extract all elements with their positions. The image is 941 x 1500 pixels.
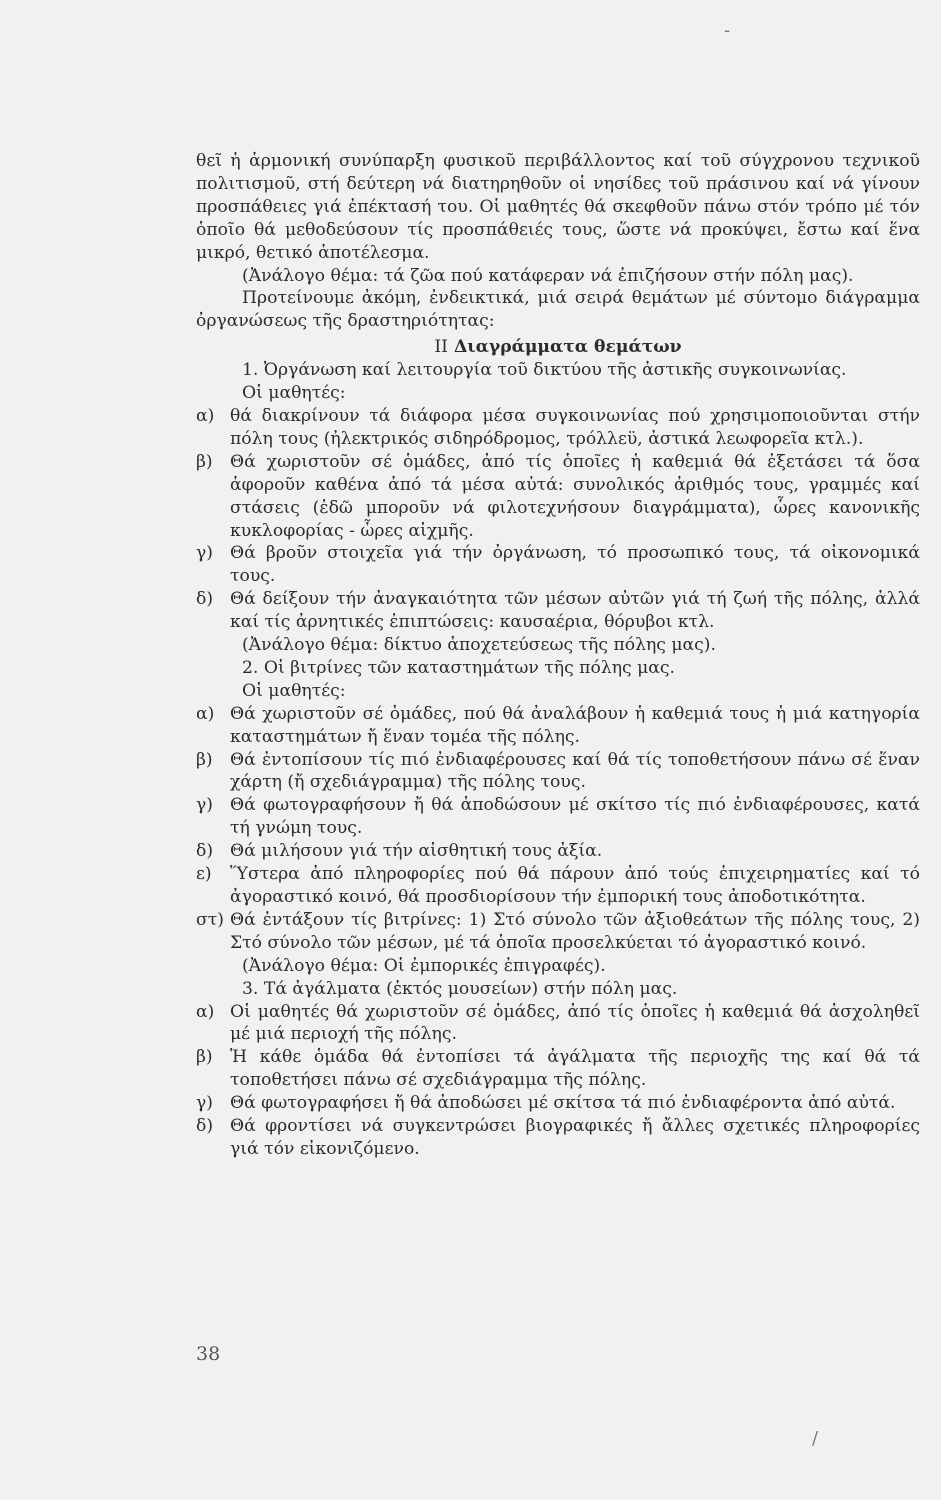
- item-label: β): [196, 749, 213, 770]
- item-text: Θά βροῦν στοιχεῖα γιά τήν ὀργάνωση, τό προσωπικό τους, τά οἰκονομικά τους.: [230, 543, 920, 587]
- list-item: [196, 794, 920, 840]
- item-text: Θά φωτογραφήσει ἤ θά ἀποδώσει μέ σκίτσα τά πιό ἐνδιαφέροντα ἀπό αὐτά.: [230, 1093, 896, 1114]
- item-label: στ): [196, 909, 224, 930]
- item-text: Θά χωριστοῦν σέ ὁμάδες, ἀπό τίς ὁποῖες ἡ καθεμιά θά ἐξετάσει τά ὅσα ἀφοροῦν καθένα ἀπό τά μέσα αὐτά: συνολικός ἀριθμός τους, γραμμές καί στάσεις (ἐδῶ μποροῦν νά φιλοτεχνήσουν διαγράμματα), ὧρες κανονικῆς κυκλοφορίας - ὧρες αἰχμῆς.: [230, 451, 920, 541]
- heading-title: Διαγράμματα θεμάτων: [453, 337, 682, 358]
- list-item: [196, 863, 920, 909]
- item-text: Ἡ κάθε ὁμάδα θά ἐντοπίσει τά ἀγάλματα τῆς περιοχῆς της καί θά τά τοποθετήσει πάνω σέ σχεδιάγραμμα τῆς πόλης.: [230, 1047, 920, 1091]
- item-label: δ): [196, 1116, 214, 1137]
- topic-intro: Οἱ μαθητές:: [242, 383, 346, 404]
- topic-note: (Ἀνάλογο θέμα: Οἱ ἐμπορικές ἐπιγραφές).: [242, 955, 606, 976]
- list-item: [196, 1092, 920, 1115]
- list-item: [196, 703, 920, 749]
- item-text: Οἱ μαθητές θά χωριστοῦν σέ ὁμάδες, ἀπό τίς ὁποῖες ἡ καθεμιά θά ἀσχοληθεῖ μέ μιά περιοχή τῆς πόλης.: [230, 1001, 920, 1045]
- item-label: α): [196, 703, 215, 724]
- item-label: δ): [196, 589, 214, 610]
- list-item: [196, 451, 920, 543]
- item-text: Θά ἐντοπίσουν τίς πιό ἐνδιαφέρουσες καί θά τίς τοποθετήσουν πάνω σέ ἕναν χάρτη (ἤ σχεδιάγραμμα) τῆς πόλης τους.: [230, 749, 920, 793]
- list-item: [196, 405, 920, 451]
- item-label: δ): [196, 841, 214, 862]
- item-label: α): [196, 405, 215, 426]
- item-text: Θά μιλήσουν γιά τήν αἰσθητική τους ἀξία.: [230, 841, 603, 862]
- list-item: [196, 1001, 920, 1047]
- item-text: Θά φροντίσει νά συγκεντρώσει βιογραφικές ἤ ἄλλες σχετικές πληροφορίες γιά τόν εἰκονιζόμενο.: [230, 1116, 920, 1159]
- item-text: Θά δείξουν τήν ἀναγκαιότητα τῶν μέσων αὐτῶν γιά τή ζωή τῆς πόλης, ἀλλά καί τίς ἀρνητικές ἐπιπτώσεις: καυσαέρια, θόρυβοι κτλ.: [230, 589, 920, 633]
- item-label: β): [196, 451, 213, 472]
- list-item: [196, 1115, 920, 1161]
- heading-number: II: [434, 337, 448, 358]
- item-label: γ): [196, 543, 213, 564]
- list-item: [196, 840, 920, 863]
- topic-title: 1. Ὀργάνωση καί λειτουργία τοῦ δικτύου τῆς ἀστικῆς συγκοινωνίας.: [242, 360, 847, 381]
- item-text: θά διακρίνουν τά διάφορα μέσα συγκοινωνίας πού χρησιμοποιοῦνται στήν πόλη τους (ἠλεκτρικός σιδηρόδρομος, τρόλλεϋ, ἀστικά λεωφορεῖα κτλ.).: [230, 405, 920, 449]
- topic-intro: Οἱ μαθητές:: [242, 680, 346, 701]
- item-text: Θά ἐντάξουν τίς βιτρίνες: 1) Στό σύνολο τῶν ἀξιοθεάτων τῆς πόλης τους, 2) Στό σύνολο τῶν μέσων, μέ τά ὁποῖα προσελκύεται τό ἀγοραστικό κοινό.: [230, 909, 920, 953]
- item-text: Θά χωριστοῦν σέ ὁμάδες, πού θά ἀναλάβουν ἡ καθεμιά τους ἡ μιά κατηγορία καταστημάτων ἤ ἕναν τομέα τῆς πόλης.: [230, 703, 920, 747]
- paragraph: Προτείνουμε ἀκόμη, ἐνδεικτικά, μιά σειρά θεμάτων μέ σύντομο διάγραμμα ὀργανώσεως τῆς δραστηριότητας:: [196, 288, 920, 332]
- paragraph: (Ἀνάλογο θέμα: τά ζῶα πού κατάφεραν νά ἐπιζήσουν στήν πόλη μας).: [242, 265, 854, 286]
- item-label: β): [196, 1047, 213, 1068]
- page-number: 38: [196, 1343, 221, 1365]
- list-item: [196, 909, 920, 955]
- item-label: α): [196, 1001, 215, 1022]
- scan-mark: -: [724, 20, 731, 41]
- page-body: [196, 150, 920, 1161]
- list-item: [196, 1046, 920, 1092]
- topic-title: 3. Τά ἀγάλματα (ἐκτός μουσείων) στήν πόλη μας.: [242, 978, 678, 999]
- list-item: [196, 542, 920, 588]
- list-item: [196, 749, 920, 795]
- item-text: Ὕστερα ἀπό πληροφορίες πού θά πάρουν ἀπό τούς ἐπιχειρηματίες καί τό ἀγοραστικό κοινό, θά προσδιορίσουν τήν ἐμπορική τους ἀποδοτικότητα.: [230, 864, 920, 907]
- scan-mark: /: [812, 1428, 819, 1449]
- item-text: Θά φωτογραφήσουν ἤ θά ἀποδώσουν μέ σκίτσο τίς πιό ἐνδιαφέρουσες, κατά τή γνώμη τους.: [230, 795, 920, 839]
- topic-title: 2. Οἱ βιτρίνες τῶν καταστημάτων τῆς πόλης μας.: [242, 657, 675, 678]
- section-heading: [196, 336, 920, 359]
- list-item: [196, 588, 920, 634]
- topic-note: (Ἀνάλογο θέμα: δίκτυο ἀποχετεύσεως τῆς πόλης μας).: [242, 635, 716, 656]
- item-label: ε): [196, 864, 212, 885]
- paragraph: θεῖ ἡ ἁρμονική συνύπαρξη φυσικοῦ περιβάλλοντος καί τοῦ σύγχρονου τεχνικοῦ πολιτισμοῦ, στή δεύτερη νά διατηρηθοῦν οἱ νησίδες τοῦ πράσινου καί νά γίνουν προσπάθειες γιά ἐπέκτασή του. Οἱ μαθητές θά σκεφθοῦν πάνω στόν τρόπο μέ τόν ὁποῖο θά μεθοδεύσουν τίς προσπάθειές τους, ὥστε νά προκύψει, ἔστω καί ἕνα μικρό, θετικό ἀποτέλεσμα.: [196, 151, 920, 263]
- item-label: γ): [196, 1093, 213, 1114]
- item-label: γ): [196, 795, 213, 816]
